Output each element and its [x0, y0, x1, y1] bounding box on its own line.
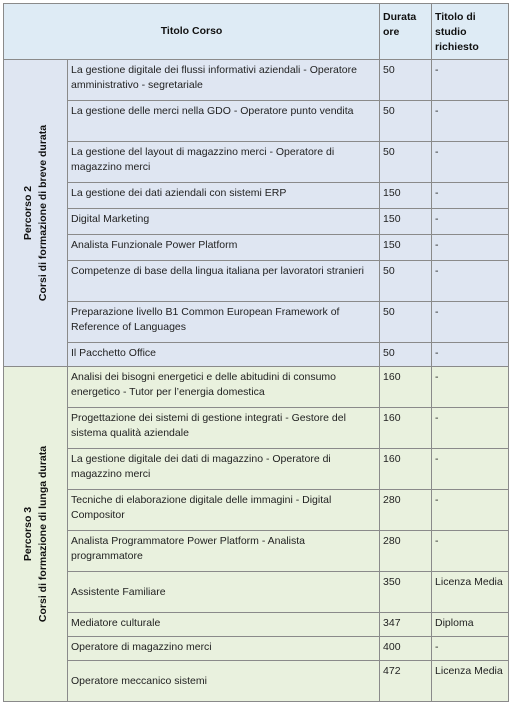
- course-requirement: -: [432, 490, 509, 531]
- header-course-title: Titolo Corso: [4, 4, 380, 60]
- course-requirement: Diploma: [432, 613, 509, 637]
- course-requirement: -: [432, 343, 509, 367]
- course-hours: 160: [380, 367, 432, 408]
- course-name: Operatore meccanico sistemi: [68, 661, 380, 702]
- course-name: La gestione digitale dei flussi informativi aziendali - Operatore amministrativo - segretariale: [68, 60, 380, 101]
- course-hours: 280: [380, 531, 432, 572]
- course-name: Il Pacchetto Office: [68, 343, 380, 367]
- group-subtitle: Corsi di formazione di lunga durata: [36, 445, 49, 623]
- table-row: [4, 449, 509, 490]
- course-name: La gestione dei dati aziendali con sistemi ERP: [68, 183, 380, 209]
- course-name: Assistente Familiare: [68, 572, 380, 613]
- table-row: [4, 235, 509, 261]
- course-hours: 160: [380, 408, 432, 449]
- table-row: [4, 661, 509, 702]
- course-hours: 280: [380, 490, 432, 531]
- header-duration: Durata ore: [380, 4, 432, 60]
- course-requirement: Licenza Media: [432, 572, 509, 613]
- course-requirement: -: [432, 637, 509, 661]
- course-hours: 50: [380, 60, 432, 101]
- course-hours: 50: [380, 142, 432, 183]
- group-title: Percorso 3: [21, 506, 34, 562]
- course-hours: 347: [380, 613, 432, 637]
- course-hours: 350: [380, 572, 432, 613]
- table-row: [4, 209, 509, 235]
- courses-table: [3, 3, 509, 702]
- course-name: Preparazione livello B1 Common European Framework of Reference of Languages: [68, 302, 380, 343]
- course-hours: 150: [380, 183, 432, 209]
- table-row: [4, 183, 509, 209]
- course-requirement: -: [432, 261, 509, 302]
- course-name: La gestione del layout di magazzino merci - Operatore di magazzino merci: [68, 142, 380, 183]
- course-hours: 50: [380, 343, 432, 367]
- course-requirement: -: [432, 449, 509, 490]
- course-requirement: -: [432, 302, 509, 343]
- course-hours: 160: [380, 449, 432, 490]
- course-name: Digital Marketing: [68, 209, 380, 235]
- course-hours: 50: [380, 101, 432, 142]
- course-name: Analista Programmatore Power Platform - Analista programmatore: [68, 531, 380, 572]
- table-row: [4, 408, 509, 449]
- course-requirement: -: [432, 408, 509, 449]
- course-hours: 150: [380, 209, 432, 235]
- course-requirement: -: [432, 235, 509, 261]
- course-hours: 50: [380, 302, 432, 343]
- table-row: [4, 343, 509, 367]
- course-requirement: -: [432, 101, 509, 142]
- group-label-percorso-2: [4, 60, 68, 367]
- table-row: [4, 531, 509, 572]
- course-requirement: -: [432, 142, 509, 183]
- table-row: [4, 142, 509, 183]
- course-name: Mediatore culturale: [68, 613, 380, 637]
- table-row: [4, 367, 509, 408]
- group-subtitle: Corsi di formazione di breve durata: [36, 124, 49, 302]
- course-name: Analista Funzionale Power Platform: [68, 235, 380, 261]
- table-row: [4, 101, 509, 142]
- table-row: [4, 302, 509, 343]
- table-row: [4, 613, 509, 637]
- course-requirement: Licenza Media: [432, 661, 509, 702]
- table-row: [4, 60, 509, 101]
- header-requirement: Titolo di studio richiesto: [432, 4, 509, 60]
- course-requirement: -: [432, 209, 509, 235]
- course-hours: 400: [380, 637, 432, 661]
- table-row: [4, 490, 509, 531]
- group-label-percorso-3: [4, 367, 68, 702]
- course-name: Analisi dei bisogni energetici e delle abitudini di consumo energetico - Tutor per l’energia domestica: [68, 367, 380, 408]
- course-name: La gestione digitale dei dati di magazzino - Operatore di magazzino merci: [68, 449, 380, 490]
- course-hours: 50: [380, 261, 432, 302]
- course-requirement: -: [432, 183, 509, 209]
- table-header-row: [4, 4, 509, 60]
- course-hours: 472: [380, 661, 432, 702]
- table-row: [4, 637, 509, 661]
- course-name: La gestione delle merci nella GDO - Operatore punto vendita: [68, 101, 380, 142]
- course-name: Progettazione dei sistemi di gestione integrati - Gestore del sistema qualità aziendale: [68, 408, 380, 449]
- course-requirement: -: [432, 531, 509, 572]
- table-row: [4, 572, 509, 613]
- course-requirement: -: [432, 367, 509, 408]
- group-title: Percorso 2: [21, 185, 34, 241]
- table-row: [4, 261, 509, 302]
- course-hours: 150: [380, 235, 432, 261]
- course-name: Operatore di magazzino merci: [68, 637, 380, 661]
- course-name: Competenze di base della lingua italiana per lavoratori stranieri: [68, 261, 380, 302]
- course-name: Tecniche di elaborazione digitale delle immagini - Digital Compositor: [68, 490, 380, 531]
- course-requirement: -: [432, 60, 509, 101]
